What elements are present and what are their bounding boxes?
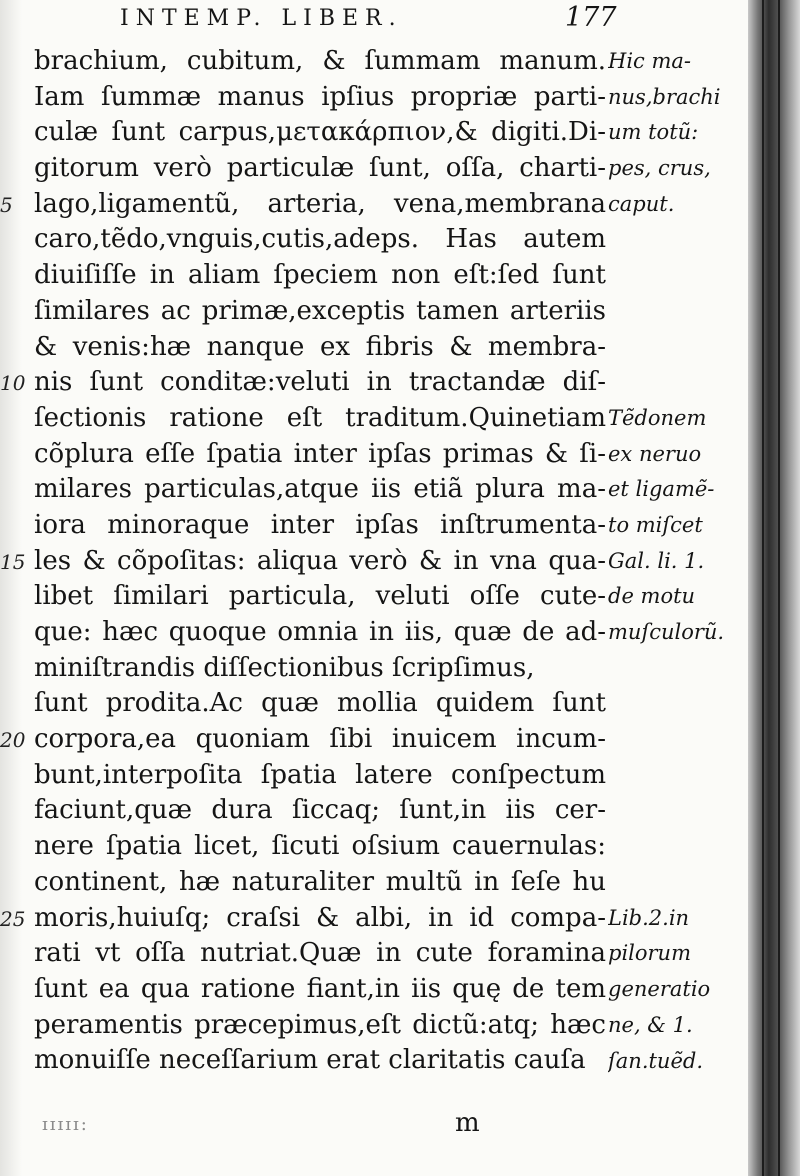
text-line: ſectionis ratione eſt traditum.Quinetiam	[34, 402, 606, 433]
text-line: lago,ligamentũ, arteria, vena,membrana	[34, 188, 606, 219]
text-line: brachium, cubitum, & ſummam manum.	[34, 46, 606, 76]
margin-note-line: et ligamẽ-	[608, 477, 715, 502]
margin-note-line: caput.	[608, 191, 675, 216]
line-number: 5	[0, 192, 13, 217]
margin-note-line: pilorum	[608, 941, 691, 966]
line-number: 20	[0, 728, 26, 753]
margin-note-line: um totũ:	[608, 120, 699, 145]
text-line: que: hæc quoque omnia in iis, quæ de ad-	[34, 617, 606, 647]
margin-note-line: nus,brachi	[608, 84, 721, 109]
text-line: miniſtrandis diſſectionibus ſcripſimus,	[34, 652, 535, 683]
margin-note-line: Tẽdonem	[608, 406, 707, 430]
text-line: les & cõpoſitas: aliqua verò & in vna qua-	[34, 545, 606, 576]
text-line: corpora,ea quoniam ſibi inuicem incum-	[34, 724, 606, 755]
text-line: continent, hæ naturaliter multũ in ſeſe hu	[34, 866, 606, 897]
text-line: culæ ſunt carpus,μετακάρπιον,& digiti.Di-	[34, 117, 606, 148]
margin-note	[608, 44, 756, 222]
text-line: Iam ſummæ manus ipſius propriæ parti-	[34, 81, 606, 112]
margin-note-line: Gal. li. 1.	[608, 548, 705, 573]
running-head: INTEMP. LIBER.	[120, 6, 403, 31]
margin-note-line: Hic ma-	[608, 49, 691, 73]
text-line: caro,tẽdo,vnguis,cutis,adeps. Has autem	[34, 224, 606, 255]
page-number: 177	[565, 2, 617, 33]
text-line: faciunt,quæ dura ſiccaq; ſunt,in iis cer-	[34, 795, 606, 826]
margin-note	[608, 901, 756, 1079]
margin-note	[608, 401, 756, 544]
margin-note-line: de motu	[608, 584, 696, 609]
gutter-line	[762, 0, 764, 1176]
page-edge-shadow	[0, 0, 22, 1176]
bleed-through-text: ɪɪɪɪɪ:	[42, 1114, 89, 1135]
text-line: milares particulas,atque iis etiã plura ma-	[34, 474, 606, 505]
text-line: monuiſſe neceſſarium erat claritatis cauſa	[34, 1045, 586, 1076]
text-line: cõplura eſſe ſpatia inter ipſas primas & ſi-	[34, 438, 606, 469]
margin-note-line: ne, & 1.	[608, 1012, 693, 1037]
book-gutter	[748, 0, 800, 1176]
text-line: gitorum verò particulæ ſunt, oſſa, charti-	[34, 153, 606, 184]
text-line: rati vt oſſa nutriat.Quæ in cute foramina	[34, 938, 606, 969]
text-line: bunt,interpoſita ſpatia latere conſpectum	[34, 759, 606, 790]
text-line: ſimilares ac primæ,exceptis tamen arteriis	[34, 295, 606, 326]
margin-note-line: ſan.tuẽd.	[608, 1048, 704, 1073]
line-number: 25	[0, 906, 26, 931]
margin-note-line: Lib.2.in	[608, 905, 690, 930]
margin-note-line: to miſcet	[608, 513, 703, 538]
margin-note	[608, 544, 756, 651]
text-line: ſunt ea qua ratione fiant,in iis quę de tem	[34, 973, 606, 1004]
text-line: iora minoraque inter ipſas inſtrumenta-	[34, 509, 606, 540]
text-line: nis ſunt conditæ:veluti in tractandæ diſ-	[34, 367, 606, 398]
text-line: diuiſiſſe in aliam ſpeciem non eſt:ſed ſunt	[34, 260, 606, 291]
text-line: moris,huiuſq; craſsi & albi, in id compa-	[34, 902, 606, 933]
text-line: nere ſpatia licet, ſicuti oſsium cauernulas:	[34, 831, 606, 862]
margin-note-line: pes, crus,	[608, 156, 711, 181]
signature-mark: m	[455, 1108, 480, 1138]
line-number: 15	[0, 549, 26, 574]
margin-note-line: ex neruo	[608, 441, 702, 466]
text-line: libet ſimilari particula, veluti oſſe cute-	[34, 581, 606, 612]
margin-note-line: generatio	[608, 977, 711, 1002]
page-header	[120, 2, 620, 42]
gutter-line	[778, 0, 780, 1176]
margin-note-line: muſculorũ.	[608, 620, 725, 645]
text-line: ſunt prodita.Ac quæ mollia quidem ſunt	[34, 688, 606, 719]
text-line: peramentis præcepimus,eſt dictũ:atq; hæc	[34, 1009, 606, 1040]
line-number: 10	[0, 371, 26, 396]
text-line: & venis:hæ nanque ex fibris & membra-	[34, 331, 606, 362]
main-text-block	[34, 44, 606, 1079]
